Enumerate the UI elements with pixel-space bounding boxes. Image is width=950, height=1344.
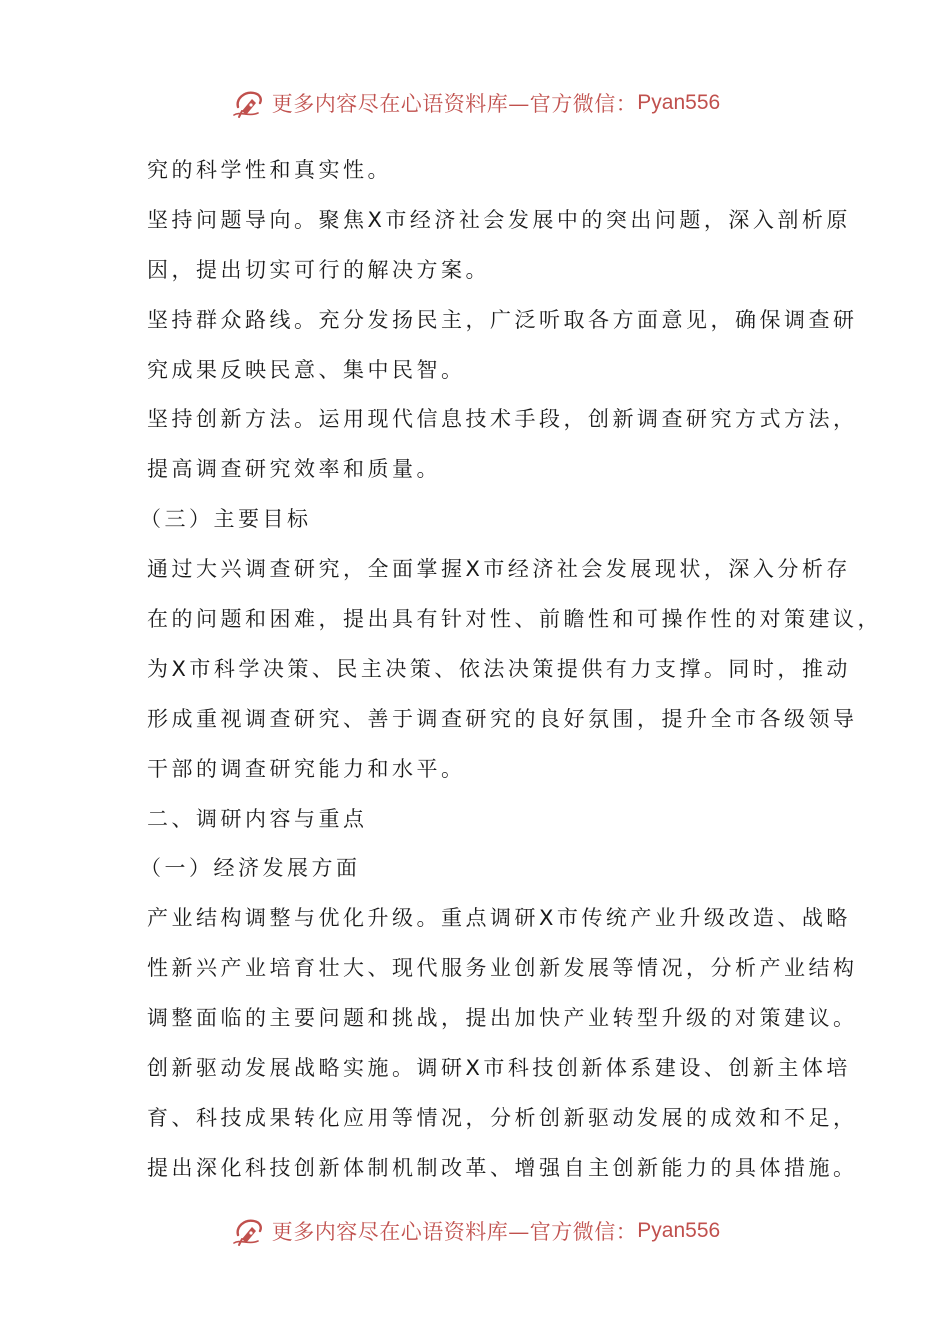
text-line: 究成果反映民意、集中民智。 xyxy=(147,357,466,382)
watermark-text: 更多内容尽在心语资料库—官方微信： xyxy=(271,92,638,116)
text-line: 因，提出切实可行的解决方案。 xyxy=(147,257,490,282)
watermark-wechat-id: Pyan556 xyxy=(637,1219,721,1242)
watermark-text: 更多内容尽在心语资料库—官方微信： xyxy=(271,1220,638,1244)
text-line: 提高调查研究效率和质量。 xyxy=(147,457,441,482)
text-line: 性新兴产业培育壮大、现代服务业创新发展等情况，分析产业结构 xyxy=(147,956,858,981)
text-line: 提出深化科技创新体制机制改革、增强自主创新能力的具体措施。 xyxy=(147,1155,858,1180)
text-line: 坚持创新方法。运用现代信息技术手段，创新调查研究方式方法， xyxy=(147,407,858,432)
text-line: 究的科学性和真实性。 xyxy=(147,158,392,182)
text-line: 为X市科学决策、民主决策、依法决策提供有力支撑。同时，推动 xyxy=(147,656,851,681)
watermark-footer xyxy=(0,1211,950,1251)
text-line: 在的问题和困难，提出具有针对性、前瞻性和可操作性的对策建议， xyxy=(147,607,882,632)
text-line: 产业结构调整与优化升级。重点调研X市传统产业升级改造、战略 xyxy=(147,906,851,931)
text-line: 干部的调查研究能力和水平。 xyxy=(147,756,466,781)
text-line: 形成重视调查研究、善于调查研究的良好氛围，提升全市各级领导 xyxy=(147,706,858,731)
text-line: 坚持群众路线。充分发扬民主，广泛听取各方面意见，确保调查研 xyxy=(147,307,858,332)
watermark-wechat-id: Pyan556 xyxy=(637,91,721,114)
watermark-header xyxy=(0,83,950,123)
section-heading: 二、调研内容与重点 xyxy=(147,806,368,831)
pen-nib-logo-icon xyxy=(230,1213,266,1249)
section-heading: （一）经济发展方面 xyxy=(140,856,361,881)
section-heading: （三）主要目标 xyxy=(140,507,312,532)
text-line: 坚持问题导向。聚焦X市经济社会发展中的突出问题，深入剖析原 xyxy=(147,207,851,232)
text-line: 育、科技成果转化应用等情况，分析创新驱动发展的成效和不足， xyxy=(147,1105,858,1130)
text-line: 通过大兴调查研究，全面掌握X市经济社会发展现状，深入分析存 xyxy=(147,557,851,582)
text-line: 创新驱动发展战略实施。调研X市科技创新体系建设、创新主体培 xyxy=(147,1056,851,1081)
pen-nib-logo-icon xyxy=(230,85,266,121)
text-line: 调整面临的主要问题和挑战，提出加快产业转型升级的对策建议。 xyxy=(147,1006,858,1031)
body-text xyxy=(140,150,882,1198)
